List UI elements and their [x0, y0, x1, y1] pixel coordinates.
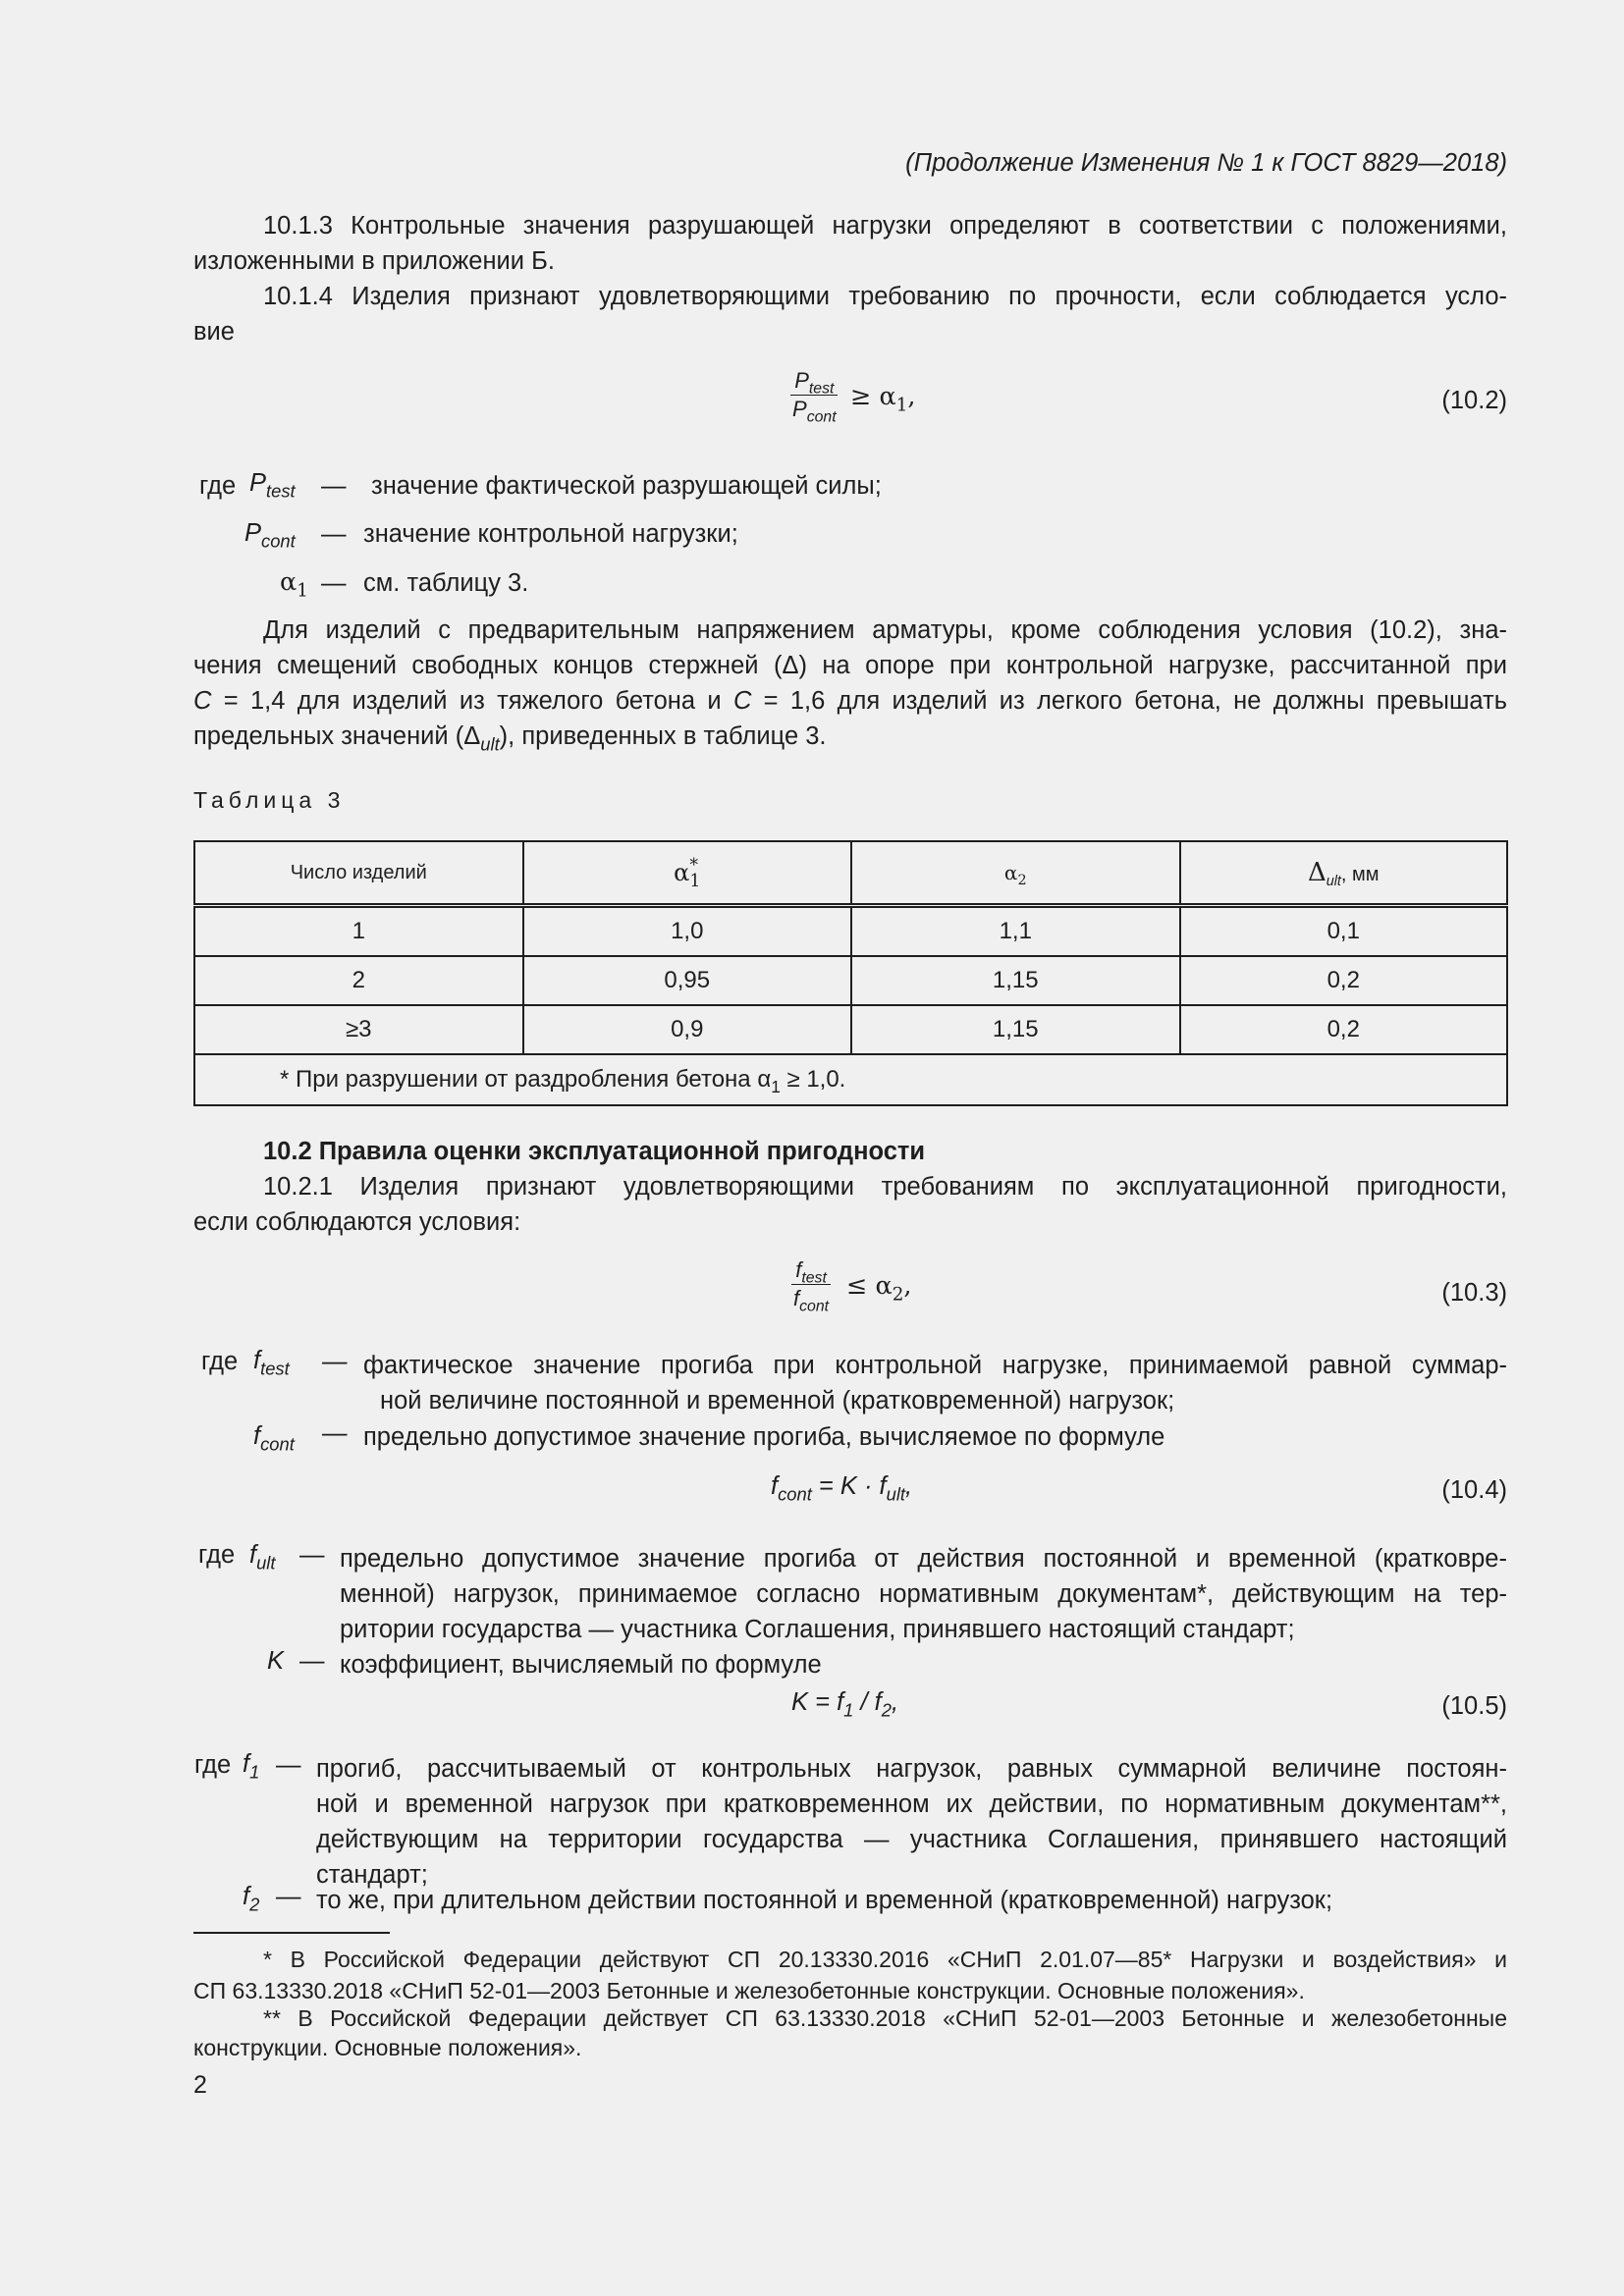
- cell-count: ≥3: [194, 1005, 523, 1054]
- def-f1-line-2: ной и временной нагрузок при кратковременном их действии, по нормативным документам**,: [316, 1790, 1507, 1818]
- prestress-line-2: чения смещений свободных концов стержней (Δ) на опоре при контрольной нагрузке, рассчитанной при: [193, 652, 1507, 679]
- term-f-cont: $f_{cont}$: [253, 1422, 295, 1455]
- cell-count: 2: [194, 956, 523, 1005]
- cell-alpha-2: 1,15: [851, 1005, 1179, 1054]
- def-f1-line-1: прогиб, рассчитываемый от контрольных нагрузок, равных суммарной величине постоян-: [316, 1755, 1507, 1783]
- def-alpha-1: см. таблицу 3.: [363, 569, 529, 597]
- term-k: K: [267, 1647, 285, 1675]
- where-label-1: где: [199, 472, 237, 500]
- eq-10-2-number: (10.2): [1441, 387, 1507, 414]
- dash-f1: —: [276, 1751, 301, 1779]
- cell-alpha-2: 1,1: [851, 906, 1179, 957]
- term-p-cont: $P_{cont}$: [244, 519, 296, 552]
- footnote-separator: [193, 1932, 390, 1934]
- def-p-test: значение фактической разрушающей силы;: [371, 472, 882, 500]
- dash-f-cont: —: [322, 1419, 348, 1447]
- para-10-1-3-line-2: изложенными в приложении Б.: [193, 247, 555, 275]
- term-alpha-1: $\alpha_1$: [280, 567, 308, 602]
- continuation-header: (Продолжение Изменения № 1 к ГОСТ 8829—2018): [905, 149, 1507, 177]
- para-10-1-4-line-2: вие: [193, 318, 235, 346]
- eq-10-5-formula: $K = f_1 / f_2$,: [791, 1688, 899, 1721]
- para-10-2-1-line-2: если соблюдаются условия:: [193, 1208, 521, 1236]
- term-f2: $f_2$: [243, 1883, 260, 1915]
- th-delta-ult: $\Delta_{ult}$, мм: [1180, 841, 1508, 906]
- footnote-2-line-1: ** В Российской Федерации действует СП 63.13330.2018 «СНиП 52-01—2003 Бетонные и железобетонные: [263, 2005, 1507, 2031]
- table-row: [194, 906, 1507, 957]
- def-f2: то же, при длительном действии постоянной и временной (кратковременной) нагрузок;: [316, 1887, 1333, 1914]
- th-alpha-1: $\alpha^*_1$: [523, 841, 851, 906]
- def-f-cont: предельно допустимое значение прогиба, вычисляемое по формуле: [363, 1423, 1165, 1451]
- def-f-ult-line-3: ритории государства — участника Соглашения, принявшего настоящий стандарт;: [340, 1616, 1295, 1643]
- where-label-3: где: [198, 1541, 236, 1569]
- prestress-line-1: Для изделий с предварительным напряжением арматуры, кроме соблюдения условия (10.2), зна-: [263, 616, 1507, 644]
- dash-k: —: [299, 1647, 325, 1675]
- table-3: [193, 840, 1508, 1106]
- def-f1-line-4: стандарт;: [316, 1861, 428, 1889]
- def-f-test-line-2: ной величине постоянной и временной (кратковременной) нагрузок;: [380, 1387, 1175, 1415]
- term-p-test: $P_{test}$: [249, 469, 296, 502]
- term-f-test: $f_{test}$: [253, 1347, 290, 1379]
- eq-10-2-fraction: $P_{test}$ $P_{cont}$: [792, 368, 837, 426]
- eq-10-4-formula: $f_{cont} = K \cdot f_{ult}$,: [771, 1472, 913, 1505]
- dash-f-ult: —: [299, 1541, 325, 1569]
- cell-delta-ult: 0,2: [1180, 1005, 1508, 1054]
- term-f1: $f_1$: [243, 1750, 260, 1783]
- dash-p-cont: —: [321, 520, 347, 548]
- cell-delta-ult: 0,1: [1180, 906, 1508, 957]
- dash-alpha-1: —: [321, 569, 347, 597]
- cell-alpha-1: 1,0: [523, 906, 851, 957]
- th-alpha-2: $\alpha_2$: [851, 841, 1179, 906]
- para-10-2-1-line-1: 10.2.1 Изделия признают удовлетворяющими требованиям по эксплуатационной пригодности,: [263, 1173, 1507, 1201]
- section-10-2-title: 10.2 Правила оценки эксплуатационной пригодности: [263, 1138, 926, 1165]
- def-k: коэффициент, вычисляемый по формуле: [340, 1651, 822, 1679]
- page-number: 2: [193, 2071, 207, 2099]
- th-count: Число изделий: [194, 841, 523, 906]
- table-row: [194, 1005, 1507, 1054]
- prestress-line-3: C = 1,4 для изделий из тяжелого бетона и C = 1,6 для изделий из легкого бетона, не должны превышать: [193, 687, 1507, 715]
- footnote-1-line-1: * В Российской Федерации действуют СП 20.13330.2016 «СНиП 2.01.07—85* Нагрузки и воздействия» и: [263, 1947, 1507, 1972]
- footnote-1-line-2: СП 63.13330.2018 «СНиП 52-01—2003 Бетонные и железобетонные конструкции. Основные положения».: [193, 1978, 1305, 2003]
- cell-alpha-1: 0,9: [523, 1005, 851, 1054]
- def-f-ult-line-2: менной) нагрузок, принимаемое согласно нормативным документам*, действующим на тер-: [340, 1580, 1507, 1608]
- eq-10-3-fraction: $f_{test}$ $f_{cont}$: [793, 1257, 830, 1315]
- cell-count: 1: [194, 906, 523, 957]
- def-f-ult-line-1: предельно допустимое значение прогиба от действия постоянной и временной (кратковре-: [340, 1545, 1507, 1573]
- para-10-1-3-line-1: 10.1.3 Контрольные значения разрушающей нагрузки определяют в соответствии с положениями,: [263, 212, 1507, 240]
- def-p-cont: значение контрольной нагрузки;: [363, 520, 738, 548]
- para-10-1-4-line-1: 10.1.4 Изделия признают удовлетворяющими требованию по прочности, если соблюдается усло-: [263, 283, 1507, 310]
- cell-alpha-1: 0,95: [523, 956, 851, 1005]
- eq-10-3-number: (10.3): [1441, 1279, 1507, 1307]
- dash-p-test: —: [321, 472, 347, 500]
- dash-f-test: —: [322, 1348, 348, 1375]
- def-f1-line-3: действующим на территории государства — участника Соглашения, принявшего настоящий: [316, 1826, 1507, 1853]
- cell-delta-ult: 0,2: [1180, 956, 1508, 1005]
- where-label-4: где: [194, 1751, 232, 1779]
- table-header-row: [194, 841, 1507, 906]
- eq-10-5-number: (10.5): [1441, 1692, 1507, 1720]
- table-footnote: * При разрушении от раздробления бетона $\alpha_1 \ge 1,0$.: [194, 1054, 1507, 1105]
- dash-f2: —: [276, 1883, 301, 1910]
- def-f-test-line-1: фактическое значение прогиба при контрольной нагрузке, принимаемой равной суммар-: [363, 1352, 1507, 1379]
- prestress-line-4: предельных значений $(\Delta_{ult})$, приведенных в таблице 3.: [193, 722, 827, 755]
- footnote-2-line-2: конструкции. Основные положения».: [193, 2035, 582, 2060]
- eq-10-3-condition: ≤ $\alpha_2$,: [846, 1271, 912, 1306]
- table-row: [194, 956, 1507, 1005]
- eq-10-4-number: (10.4): [1441, 1476, 1507, 1504]
- table-footnote-row: [194, 1054, 1507, 1105]
- eq-10-2-condition: ≥ $\alpha_1$,: [850, 382, 916, 416]
- table-3-caption: Таблица 3: [193, 787, 346, 813]
- cell-alpha-2: 1,15: [851, 956, 1179, 1005]
- term-f-ult: $f_{ult}$: [249, 1541, 276, 1574]
- where-label-2: где: [201, 1348, 239, 1375]
